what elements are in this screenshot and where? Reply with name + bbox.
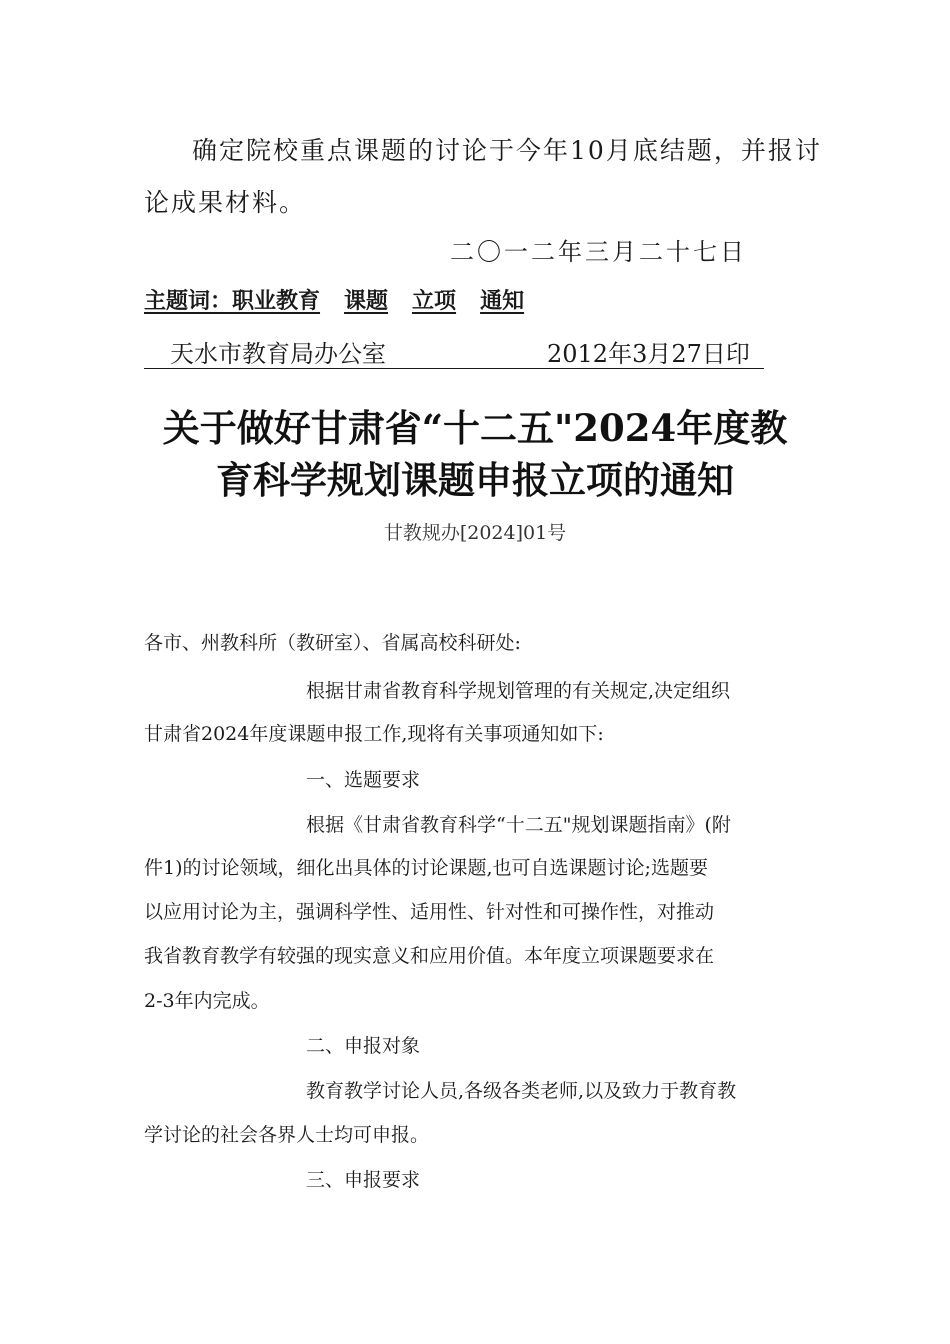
document-title-line-2: 育科学规划课题申报立项的通知 [216,458,734,502]
section-1-line-2: 件1)的讨论领域，细化出具体的讨论课题,也可自选课题讨论;选题要 [144,857,708,879]
keyword-item: 职业教育 [232,288,321,314]
document-number: 甘教规办[2024]01号 [383,522,567,544]
intro-line-2: 甘肃省2024年度课题申报工作,现将有关事项通知如下: [144,723,604,745]
print-date: 2012年3月27日印 [547,340,750,368]
keyword-item: 课题 [344,288,389,314]
section-2-line-1: 教育教学讨论人员,各级各类老师,以及致力于教育教 [306,1080,737,1102]
closing-paragraph-line-2: 论成果材料。 [144,188,307,217]
salutation: 各市、州教科所（教研室）、省属高校科研处: [144,632,521,654]
section-1-line-4: 我省教育教学有较强的现实意义和应用价值。本年度立项课题要求在 [144,945,715,967]
section-3-heading: 三、申报要求 [306,1169,421,1191]
issue-date: 二〇一二年三月二十七日 [450,238,747,266]
subject-keywords [144,284,524,315]
intro-line-1: 根据甘肃省教育科学规划管理的有关规定,决定组织 [306,680,731,702]
section-2-line-2: 学讨论的社会各界人士均可申报。 [144,1124,430,1146]
keywords-label: 主题词： [144,288,233,314]
keyword-item: 通知 [480,288,525,314]
section-1-line-3: 以应用讨论为主，强调科学性、适用性、针对性和可操作性，对推动 [144,901,715,923]
document-title-line-1: 关于做好甘肃省“十二五"2024年度教 [162,406,788,450]
section-1-heading: 一、选题要求 [306,769,421,791]
section-1-line-1: 根据《甘肃省教育科学“十二五"规划课题指南》(附 [306,814,731,836]
closing-paragraph-line-1: 确定院校重点课题的讨论于今年10月底结题，并报讨 [192,136,822,165]
print-line [144,334,764,369]
section-1-line-5: 2-3年内完成。 [144,990,270,1012]
keyword-item: 立项 [412,288,457,314]
issuing-office: 天水市教育局办公室 [170,340,386,368]
section-2-heading: 二、申报对象 [306,1035,421,1057]
